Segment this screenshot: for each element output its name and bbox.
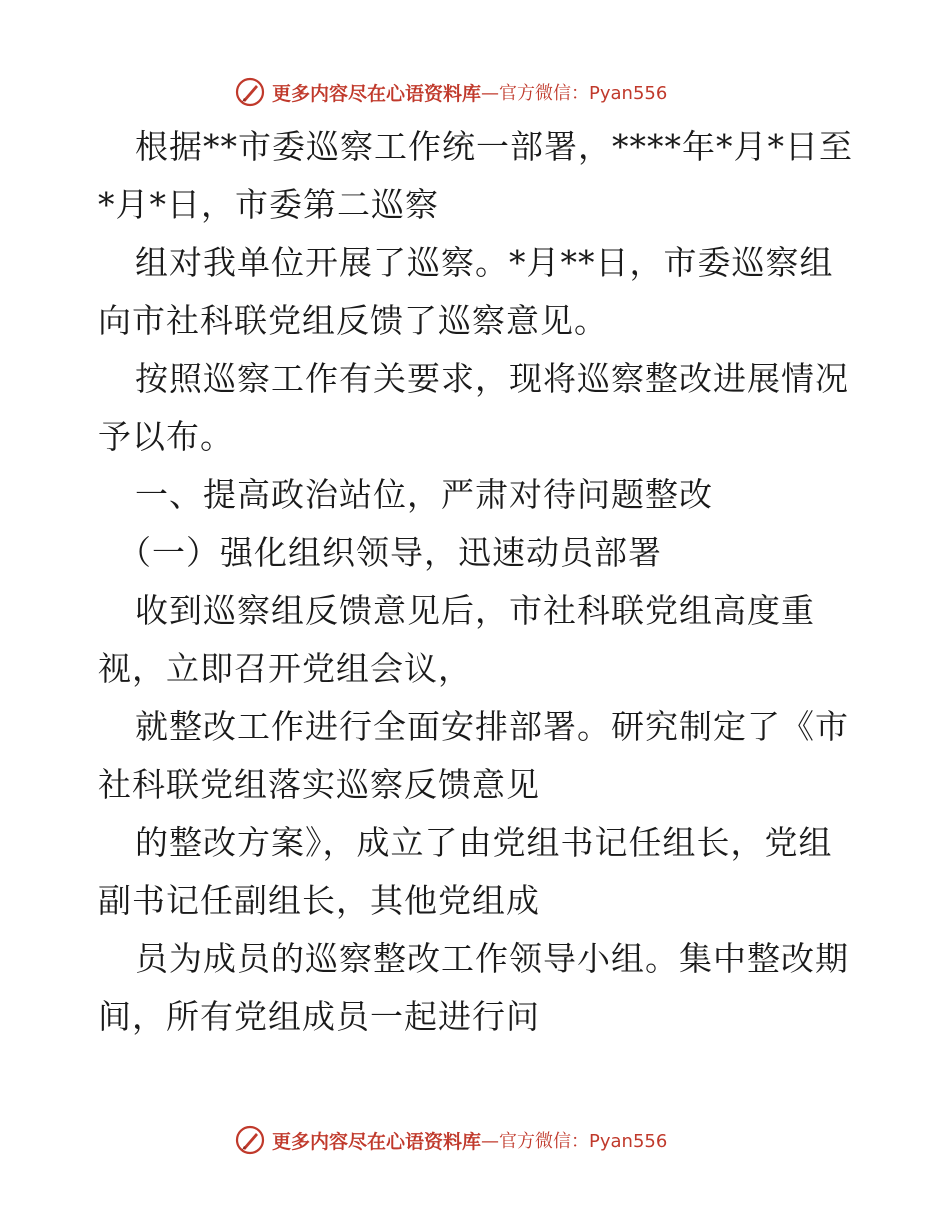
watermark-main-text: 更多内容尽在心语资料库 [272,82,482,105]
body-line: 员为成员的巡察整改工作领导小组。集中整改期 [135,939,849,978]
subsection-heading: （一）强化组织领导，迅速动员部署 [118,533,662,572]
quill-pen-logo-icon [234,1124,266,1156]
watermark-main-text: 更多内容尽在心语资料库 [272,1130,482,1153]
body-line: 向市社科联党组反馈了巡察意见。 [98,301,608,340]
body-line: 予以布。 [98,417,234,456]
body-line: *月*日，市委第二巡察 [98,185,439,224]
body-line: 根据**市委巡察工作统一部署，****年*月*日至 [135,127,853,166]
header-watermark [234,72,667,112]
section-heading: 一、提高政治站位，严肃对待问题整改 [135,475,713,514]
watermark-wechat-text: —官方微信：Pyan556 [481,83,668,104]
body-line: 视，立即召开党组会议， [98,649,472,688]
body-line: 社科联党组落实巡察反馈意见 [98,765,540,804]
footer-watermark [234,1120,667,1160]
body-line: 组对我单位开展了巡察。*月**日，市委巡察组 [135,243,834,282]
body-line: 间，所有党组成员一起进行问 [98,997,540,1036]
body-line: 就整改工作进行全面安排部署。研究制定了《市 [135,707,849,746]
body-line: 按照巡察工作有关要求，现将巡察整改进展情况 [135,359,849,398]
body-line: 副书记任副组长，其他党组成 [98,881,540,920]
quill-pen-logo-icon [234,76,266,108]
body-line: 的整改方案》，成立了由党组书记任组长，党组 [135,823,833,862]
body-line: 收到巡察组反馈意见后，市社科联党组高度重 [135,591,815,630]
document-body [98,118,858,1046]
watermark-wechat-text: —官方微信：Pyan556 [481,1131,668,1152]
